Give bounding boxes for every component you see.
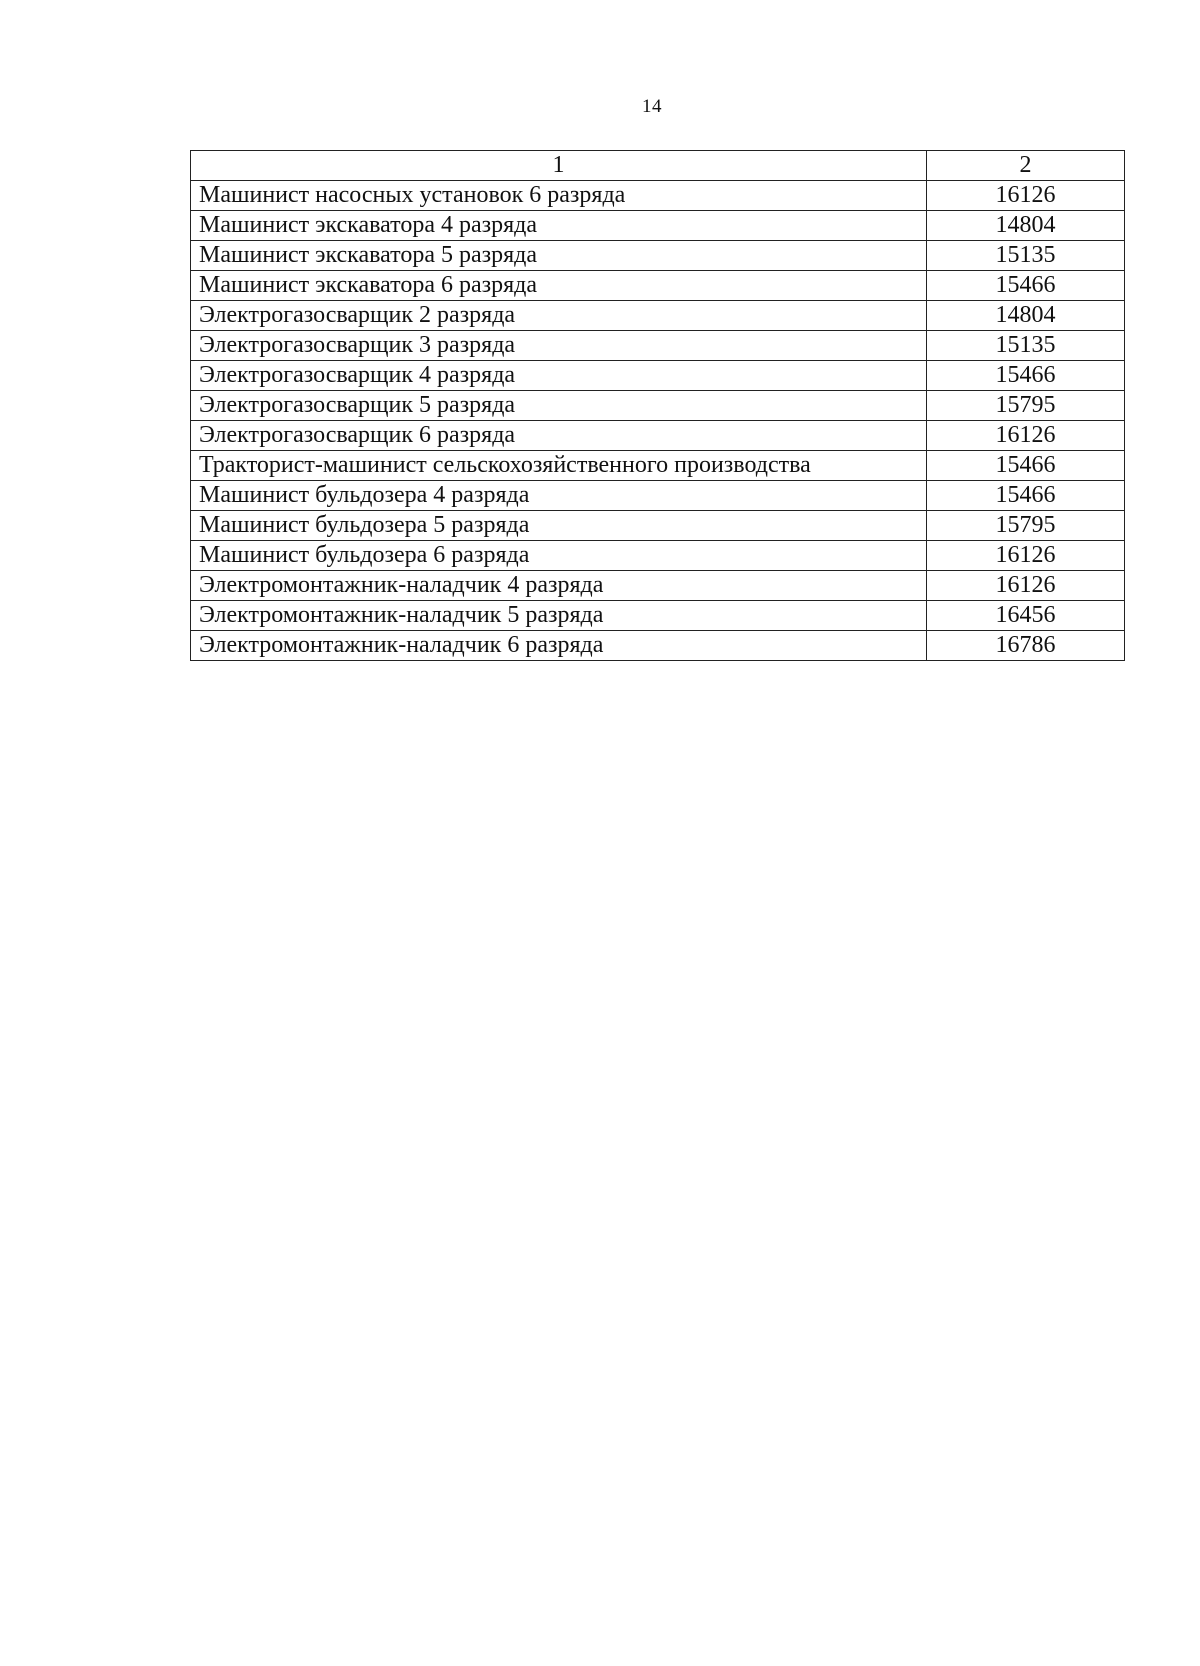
profession-cell: Электромонтажник-наладчик 5 разряда — [191, 601, 927, 631]
profession-cell: Тракторист-машинист сельскохозяйственного производства — [191, 451, 927, 481]
profession-cell: Электрогазосварщик 5 разряда — [191, 391, 927, 421]
rate-cell: 15466 — [927, 481, 1125, 511]
table-row — [191, 631, 1125, 661]
table-row — [191, 361, 1125, 391]
column-header-1: 1 — [191, 151, 927, 181]
rate-cell: 14804 — [927, 301, 1125, 331]
profession-cell: Электрогазосварщик 4 разряда — [191, 361, 927, 391]
column-header-2: 2 — [927, 151, 1125, 181]
rate-cell: 15135 — [927, 331, 1125, 361]
profession-cell: Машинист бульдозера 6 разряда — [191, 541, 927, 571]
rate-cell: 16126 — [927, 181, 1125, 211]
table-row — [191, 181, 1125, 211]
profession-cell: Машинист экскаватора 6 разряда — [191, 271, 927, 301]
table-row — [191, 481, 1125, 511]
table-row — [191, 241, 1125, 271]
rate-cell: 16126 — [927, 571, 1125, 601]
rate-cell: 15466 — [927, 271, 1125, 301]
rate-cell: 15795 — [927, 511, 1125, 541]
table-row — [191, 451, 1125, 481]
table-row — [191, 271, 1125, 301]
profession-cell: Электрогазосварщик 2 разряда — [191, 301, 927, 331]
profession-cell: Машинист насосных установок 6 разряда — [191, 181, 927, 211]
profession-cell: Электрогазосварщик 3 разряда — [191, 331, 927, 361]
page-number: 14 — [642, 96, 662, 117]
profession-cell: Машинист экскаватора 4 разряда — [191, 211, 927, 241]
profession-cell: Электромонтажник-наладчик 4 разряда — [191, 571, 927, 601]
table-row — [191, 511, 1125, 541]
rate-cell: 15135 — [927, 241, 1125, 271]
rate-cell: 16126 — [927, 541, 1125, 571]
table-header-row — [191, 151, 1125, 181]
table-row — [191, 601, 1125, 631]
rate-cell: 15795 — [927, 391, 1125, 421]
table-row — [191, 211, 1125, 241]
profession-cell: Машинист экскаватора 5 разряда — [191, 241, 927, 271]
profession-cell: Машинист бульдозера 4 разряда — [191, 481, 927, 511]
rate-cell: 16126 — [927, 421, 1125, 451]
rate-cell: 16456 — [927, 601, 1125, 631]
rate-cell: 14804 — [927, 211, 1125, 241]
table-row — [191, 541, 1125, 571]
table-row — [191, 301, 1125, 331]
table-row — [191, 391, 1125, 421]
table-row — [191, 571, 1125, 601]
table-row — [191, 421, 1125, 451]
profession-cell: Электромонтажник-наладчик 6 разряда — [191, 631, 927, 661]
rates-table — [190, 150, 1125, 661]
rate-cell: 15466 — [927, 451, 1125, 481]
profession-cell: Электрогазосварщик 6 разряда — [191, 421, 927, 451]
rate-cell: 16786 — [927, 631, 1125, 661]
profession-cell: Машинист бульдозера 5 разряда — [191, 511, 927, 541]
rate-cell: 15466 — [927, 361, 1125, 391]
table-row — [191, 331, 1125, 361]
